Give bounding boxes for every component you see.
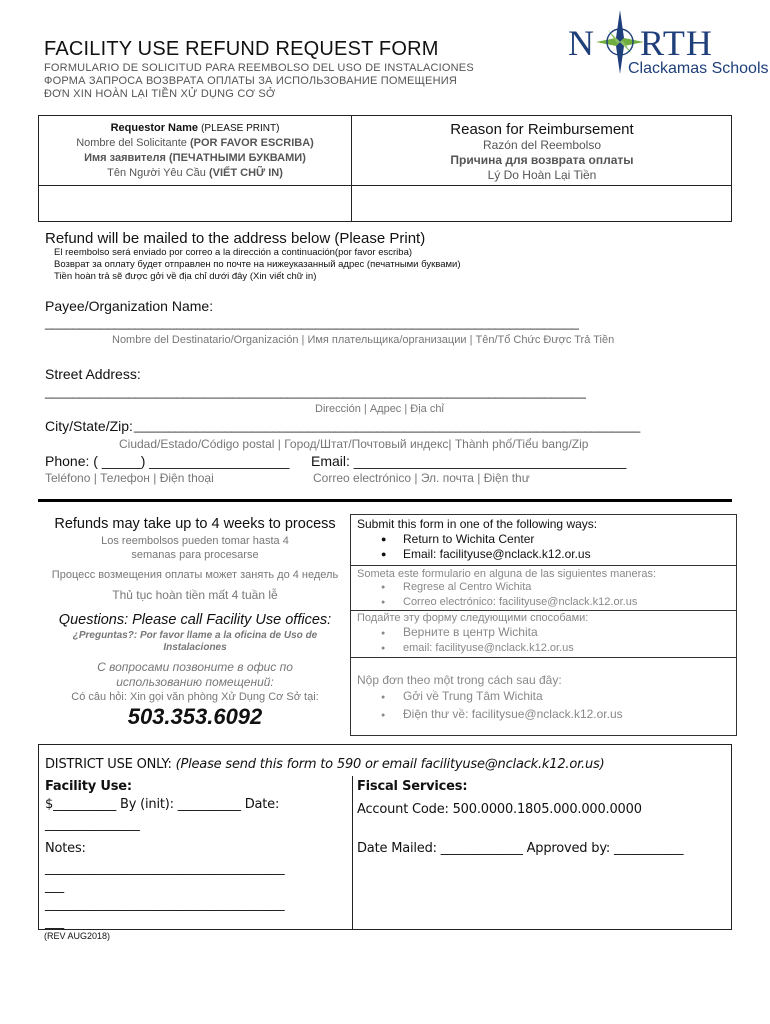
section-divider (38, 499, 732, 502)
requestor-name-input[interactable] (40, 186, 350, 221)
submit-en (351, 515, 736, 566)
submit-vi-item: ● Gởi về Trung Tâm Wichita (381, 688, 623, 706)
submit-ru (351, 610, 736, 658)
form-title: FACILITY USE REFUND REQUEST FORM (44, 38, 439, 60)
submit-ru-lead: Подайте эту форму следующими способами: (357, 612, 589, 624)
mailing-translations (54, 247, 461, 283)
requestor-ru: Имя заявителя (ПЕЧАТНЫМИ БУКВАМИ) (84, 152, 306, 164)
requestor-reason-table (38, 115, 732, 222)
requestor-title: Requestor Name (110, 122, 198, 134)
requestor-vi: Tên Người Yêu Cầu (107, 167, 206, 179)
reason-ru: Причина для возврата оплаты (450, 153, 634, 167)
district-header-label: DISTRICT USE ONLY: (45, 757, 176, 772)
submit-en-item[interactable]: ● Email: facilityuse@nclack.k12.or.us (381, 547, 591, 562)
requestor-title-note: (PLEASE PRINT) (201, 123, 280, 134)
account-code: Account Code: 500.0000.1805.000.000.0000 (357, 802, 642, 817)
questions-heading: Questions: Please call Facility Use offices: (58, 612, 332, 628)
payee-label: Payee/Organization Name: (45, 298, 214, 314)
submit-en-lead: Submit this form in one of the following ways: (357, 517, 598, 531)
reason-title: Reason for Reimbursement (450, 121, 634, 138)
requestor-header (39, 121, 351, 181)
reason-vi: Lý Do Hoàn Lại Tiền (487, 168, 597, 182)
north-clackamas-logo (566, 6, 769, 86)
requestor-vi-note: (VIẾT CHỮ IN) (208, 167, 283, 179)
reason-input[interactable] (353, 186, 731, 221)
form-subtitles (44, 62, 474, 101)
questions-ru: С вопросами позвоните в офис по использованию помещений: (97, 660, 293, 689)
phone-hint: Teléfono | Телефон | Điện thoại (45, 471, 214, 485)
submit-es-lead: Someta este formulario en alguna de las siguientes maneras: (357, 568, 657, 580)
notes-line[interactable]: ______________________________________ (45, 897, 285, 912)
subtitle-es: FORMULARIO DE SOLICITUD PARA REEMBOLSO DEL USO DE INSTALACIONES (44, 62, 474, 74)
refund-info (44, 516, 346, 730)
street-label: Street Address: (45, 366, 141, 382)
submit-es (351, 565, 736, 611)
notes-line[interactable]: ___ (45, 915, 64, 930)
district-header (45, 757, 604, 772)
logo-tagline: Clackamas Schools (628, 60, 769, 77)
city-field[interactable]: _________________________________________________________________________ (134, 418, 640, 433)
mailing-vi: Tiền hoàn trả sẽ được gởi về địa chỉ dưới đây (Xin viết chữ in) (54, 271, 317, 282)
district-header-instructions: (Please send this form to 590 or email facilityuse@nclack.k12.or.us) (175, 757, 605, 772)
subtitle-vi: ĐƠN XIN HOÀN LẠI TIỀN XỬ DỤNG CƠ SỞ (44, 88, 276, 100)
facility-phone-number: 503.353.6092 (127, 704, 263, 729)
questions-vi: Có câu hỏi: Xin gọi văn phòng Xử Dụng Cơ Sở tại: (71, 691, 319, 703)
submit-ru-item[interactable]: ● email: facilityuse@nclack.k12.or.us (381, 641, 574, 656)
submit-en-item: ● Return to Wichita Center (381, 532, 591, 547)
facility-amount-line[interactable]: $__________ By (init): __________ Date: (45, 797, 280, 812)
email-hint: Correo electrónico | Эл. почта | Điện thư (313, 471, 530, 485)
reason-header (352, 121, 732, 183)
revision-note: (REV AUG2018) (44, 931, 111, 941)
payee-hint: Nombre del Destinatario/Organización | Имя плательщика/организации | Tên/Tổ Chức Được Trả Tiền (112, 334, 615, 346)
notes-label: Notes: (45, 841, 86, 856)
submit-es-item[interactable]: ● Correo electrónico: facilityuse@nclack.k12.or.us (381, 595, 637, 610)
payee-field[interactable]: _____________________________________________________________________________ (45, 315, 579, 330)
city-hint: Ciudad/Estado/Código postal | Город/Штат/Почтовый индекс| Thành phố/Tiểu bang/Zip (119, 437, 589, 451)
street-hint: Dirección | Адрес | Địa chỉ (315, 403, 444, 415)
city-label: City/State/Zip: (45, 418, 133, 434)
phone-field[interactable]: Phone: ( _____) __________________ (45, 453, 290, 469)
submit-methods-box (350, 514, 737, 736)
facility-date-line[interactable]: _______________ (45, 817, 140, 832)
submit-ru-item: ● Верните в центр Wichita (381, 625, 574, 641)
mailing-ru: Возврат за оплату будет отправлен по почте на нижеуказанный адрес (печатными буквами) (54, 259, 461, 270)
logo-letter-n: N (568, 23, 594, 63)
street-field[interactable]: ______________________________________________________________________________ (45, 384, 586, 399)
refund-timing-vi: Thủ tục hoàn tiền mất 4 tuần lễ (112, 588, 278, 602)
notes-line[interactable]: ___ (45, 879, 64, 894)
refund-timing: Refunds may take up to 4 weeks to process (54, 516, 336, 532)
submit-vi (351, 657, 736, 735)
refund-timing-ru: Процесс возмещения оплаты может занять до 4 недель (51, 569, 339, 581)
email-field[interactable]: Email: ___________________________________ (311, 453, 627, 469)
fiscal-services-label: Fiscal Services: (357, 779, 468, 794)
submit-vi-item[interactable]: ● Điện thư về: facilitysue@nclack.k12.or.us (381, 706, 623, 724)
facility-use-label: Facility Use: (45, 779, 132, 794)
district-use-only-box (38, 744, 732, 930)
logo-word-rth: RTH (640, 23, 713, 63)
subtitle-ru: ФОРМА ЗАПРОСА ВОЗВРАТА ОПЛАТЫ ЗА ИСПОЛЬЗОВАНИЕ ПОМЕЩЕНИЯ (44, 75, 457, 87)
reason-es: Razón del Reembolso (482, 138, 602, 152)
requestor-es: Nombre del Solicitante (76, 137, 187, 149)
refund-timing-es: Los reembolsos pueden tomar hasta 4 semanas para procesarse (101, 535, 289, 561)
questions-es: ¿Preguntas?: Por favor llame a la oficina de Uso de Instalaciones (72, 630, 318, 653)
submit-es-item: ● Regrese al Centro Wichita (381, 580, 637, 595)
submit-vi-lead: Nộp đơn theo một trong cách sau đây: (357, 673, 562, 687)
notes-line[interactable]: ______________________________________ (45, 861, 285, 876)
mailing-es: El reembolso será enviado por correo a la dirección a continuación(por favor escriba) (54, 247, 413, 258)
mailing-heading: Refund will be mailed to the address below (Please Print) (45, 230, 426, 247)
requestor-es-note: (POR FAVOR ESCRIBA) (189, 137, 314, 149)
date-mailed-approved-line[interactable]: Date Mailed: _____________ Approved by: ___________ (357, 841, 684, 856)
